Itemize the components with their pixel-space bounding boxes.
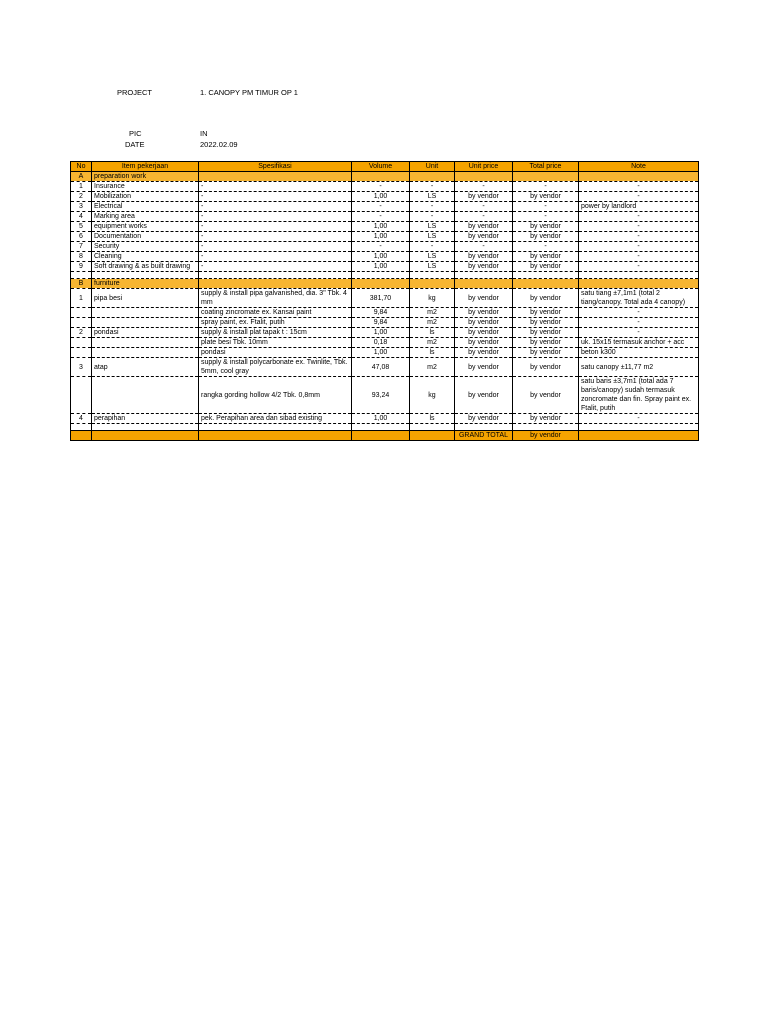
cell-volume: 1,00: [352, 348, 410, 358]
cell-unit: -: [410, 202, 455, 212]
cell-no: 3: [71, 202, 92, 212]
cell-note: -: [579, 192, 699, 202]
cell-volume: 1,00: [352, 252, 410, 262]
cell-total-price: by vendor: [513, 222, 579, 232]
cell-unit-price: -: [455, 202, 513, 212]
table-row: [71, 308, 699, 318]
cell-total-price: -: [513, 242, 579, 252]
cell-no: 4: [71, 212, 92, 222]
col-header-item: Item pekerjaan: [92, 162, 199, 172]
cell-note: -: [579, 242, 699, 252]
cell-spec: rangka gording hollow 4/2 Tbk. 0,8mm: [199, 377, 352, 414]
boq-table: [70, 161, 699, 441]
cell-note: -: [579, 328, 699, 338]
cell-note: uk. 15x15 termasuk anchor + acc: [579, 338, 699, 348]
cell-total-price: by vendor: [513, 252, 579, 262]
cell-unit: ls: [410, 348, 455, 358]
cell-item: pondasi: [92, 328, 199, 338]
cell-unit-price: by vendor: [455, 262, 513, 272]
cell-total-price: by vendor: [513, 328, 579, 338]
cell-no: 3: [71, 358, 92, 377]
cell-volume: 9,84: [352, 318, 410, 328]
col-header-no: No: [71, 162, 92, 172]
section-b-row: [71, 279, 699, 289]
cell-note: -: [579, 232, 699, 242]
cell-unit-price: -: [455, 242, 513, 252]
cell-unit-price: -: [455, 212, 513, 222]
cell-volume: 9,84: [352, 308, 410, 318]
cell-unit: m2: [410, 338, 455, 348]
cell-volume: 381,70: [352, 289, 410, 308]
cell-unit-price: by vendor: [455, 232, 513, 242]
col-header-unit: Unit: [410, 162, 455, 172]
cell-unit: LS: [410, 232, 455, 242]
cell-unit-price: -: [455, 182, 513, 192]
cell-total-price: -: [513, 212, 579, 222]
cell-volume: -: [352, 182, 410, 192]
table-row: [71, 338, 699, 348]
pic-value: IN: [200, 129, 208, 138]
cell-spec: -: [199, 242, 352, 252]
cell-total-price: by vendor: [513, 338, 579, 348]
cell-item: [92, 338, 199, 348]
cell-no: 2: [71, 328, 92, 338]
cell-unit: kg: [410, 377, 455, 414]
project-value: 1. CANOPY PM TIMUR OP 1: [200, 88, 298, 97]
cell-unit-price: by vendor: [455, 308, 513, 318]
table-row: [71, 377, 699, 414]
cell-note: -: [579, 308, 699, 318]
cell-total-price: by vendor: [513, 358, 579, 377]
section-title: preparation work: [92, 172, 199, 182]
cell-spec: -: [199, 202, 352, 212]
cell-volume: 1,00: [352, 414, 410, 424]
cell-unit: -: [410, 212, 455, 222]
cell-spec: supply & install polycarbonate ex. Twinlite, Tbk. 5mm, cool gray: [199, 358, 352, 377]
cell-item: Cleaning: [92, 252, 199, 262]
cell-note: -: [579, 222, 699, 232]
cell-total-price: -: [513, 182, 579, 192]
cell-note: -: [579, 182, 699, 192]
cell-unit-price: by vendor: [455, 414, 513, 424]
cell-volume: 1,00: [352, 222, 410, 232]
cell-unit: LS: [410, 252, 455, 262]
cell-note: beton k300: [579, 348, 699, 358]
section-code: A: [71, 172, 92, 182]
cell-item: pipa besi: [92, 289, 199, 308]
cell-unit: LS: [410, 262, 455, 272]
project-label: PROJECT: [117, 88, 153, 97]
cell-no: [71, 318, 92, 328]
grand-total-value: by vendor: [513, 431, 579, 441]
table-row: [71, 232, 699, 242]
col-header-note: Note: [579, 162, 699, 172]
table-row: [71, 252, 699, 262]
cell-unit: ls: [410, 414, 455, 424]
date-label: DATE: [125, 140, 145, 149]
cell-no: 1: [71, 182, 92, 192]
cell-unit-price: by vendor: [455, 252, 513, 262]
cell-spec: spray paint, ex. Ftalit, putih: [199, 318, 352, 328]
cell-note: -: [579, 414, 699, 424]
cell-total-price: by vendor: [513, 308, 579, 318]
cell-spec: -: [199, 262, 352, 272]
cell-item: Insurance: [92, 182, 199, 192]
cell-volume: 1,00: [352, 192, 410, 202]
cell-note: power by landlord: [579, 202, 699, 212]
cell-item: Mobilization: [92, 192, 199, 202]
cell-total-price: -: [513, 202, 579, 212]
cell-total-price: by vendor: [513, 262, 579, 272]
section-title: furniture: [92, 279, 199, 289]
cell-no: 6: [71, 232, 92, 242]
cell-spec: -: [199, 192, 352, 202]
grand-total-label: GRAND TOTAL: [455, 431, 513, 441]
cell-note: satu tiang ±7,1m1 (total 2 tiang/canopy. Total ada 4 canopy): [579, 289, 699, 308]
cell-unit: m2: [410, 308, 455, 318]
cell-item: Electrical: [92, 202, 199, 212]
cell-unit-price: by vendor: [455, 222, 513, 232]
cell-spec: pek. Perapihan area dan sibad existing: [199, 414, 352, 424]
cell-no: 1: [71, 289, 92, 308]
cell-unit-price: by vendor: [455, 348, 513, 358]
cell-unit: LS: [410, 192, 455, 202]
cell-spec: supply & install pipa galvanished, dia. 3" Tbk. 4 mm: [199, 289, 352, 308]
table-header-row: [71, 162, 699, 172]
table-row: [71, 242, 699, 252]
cell-spec: coating zincromate ex. Kansai paint: [199, 308, 352, 318]
table-row: [71, 348, 699, 358]
cell-unit: m2: [410, 358, 455, 377]
col-header-total-price: Total price: [513, 162, 579, 172]
cell-unit: -: [410, 242, 455, 252]
table-row: [71, 289, 699, 308]
cell-item: [92, 308, 199, 318]
cell-unit: LS: [410, 222, 455, 232]
cell-no: 7: [71, 242, 92, 252]
table-row: [71, 262, 699, 272]
cell-spec: pondasi: [199, 348, 352, 358]
section-code: B: [71, 279, 92, 289]
cell-item: [92, 348, 199, 358]
cell-no: [71, 377, 92, 414]
cell-note: satu canopy ±11,77 m2: [579, 358, 699, 377]
col-header-spec: Spesifikasi: [199, 162, 352, 172]
grand-total-row: [71, 431, 699, 441]
pic-label: PIC: [129, 129, 142, 138]
cell-unit-price: by vendor: [455, 377, 513, 414]
cell-item: [92, 377, 199, 414]
spacer-row: [71, 424, 699, 431]
date-value: 2022.02.09: [200, 140, 238, 149]
cell-unit-price: by vendor: [455, 289, 513, 308]
cell-unit-price: by vendor: [455, 358, 513, 377]
cell-no: 8: [71, 252, 92, 262]
table-row: [71, 212, 699, 222]
cell-no: 5: [71, 222, 92, 232]
cell-item: Soft drawing & as built drawing: [92, 262, 199, 272]
cell-volume: 0,18: [352, 338, 410, 348]
cell-volume: 47,08: [352, 358, 410, 377]
cell-volume: -: [352, 242, 410, 252]
table-row: [71, 328, 699, 338]
cell-unit: -: [410, 182, 455, 192]
cell-spec: -: [199, 222, 352, 232]
cell-note: -: [579, 262, 699, 272]
cell-total-price: by vendor: [513, 348, 579, 358]
cell-unit-price: by vendor: [455, 328, 513, 338]
cell-unit-price: by vendor: [455, 318, 513, 328]
cell-note: -: [579, 318, 699, 328]
cell-unit: m2: [410, 318, 455, 328]
cell-item: [92, 318, 199, 328]
table-row: [71, 318, 699, 328]
spacer-row: [71, 272, 699, 279]
cell-item: perapihan: [92, 414, 199, 424]
table-row: [71, 202, 699, 212]
cell-note: satu baris ±3,7m1 (total ada 7 baris/canopy) sudah termasuk zoncromate dan fin. Spray paint ex. Ftalit, putih: [579, 377, 699, 414]
table-row: [71, 358, 699, 377]
cell-no: [71, 308, 92, 318]
cell-spec: -: [199, 252, 352, 262]
cell-no: 2: [71, 192, 92, 202]
col-header-unit-price: Unit price: [455, 162, 513, 172]
cell-volume: -: [352, 212, 410, 222]
section-a-row: [71, 172, 699, 182]
cell-spec: supply & install plat tapak t : 15cm: [199, 328, 352, 338]
cell-volume: 1,00: [352, 328, 410, 338]
cell-unit-price: by vendor: [455, 338, 513, 348]
cell-total-price: by vendor: [513, 192, 579, 202]
cell-unit: kg: [410, 289, 455, 308]
cell-total-price: by vendor: [513, 377, 579, 414]
cell-spec: -: [199, 232, 352, 242]
cell-no: [71, 338, 92, 348]
cell-no: 4: [71, 414, 92, 424]
cell-item: Security: [92, 242, 199, 252]
cell-total-price: by vendor: [513, 232, 579, 242]
col-header-volume: Volume: [352, 162, 410, 172]
cell-volume: 1,00: [352, 262, 410, 272]
cell-item: atap: [92, 358, 199, 377]
table-row: [71, 222, 699, 232]
cell-no: [71, 348, 92, 358]
cell-spec: plate besi Tbk. 10mm: [199, 338, 352, 348]
cell-volume: 1,00: [352, 232, 410, 242]
cell-spec: -: [199, 182, 352, 192]
cell-volume: 93,24: [352, 377, 410, 414]
cell-item: Marking area: [92, 212, 199, 222]
cell-unit-price: by vendor: [455, 192, 513, 202]
cell-note: -: [579, 212, 699, 222]
cell-volume: -: [352, 202, 410, 212]
cell-total-price: by vendor: [513, 414, 579, 424]
cell-no: 9: [71, 262, 92, 272]
table-row: [71, 192, 699, 202]
cell-spec: -: [199, 212, 352, 222]
cell-unit: ls: [410, 328, 455, 338]
table-row: [71, 414, 699, 424]
cell-note: -: [579, 252, 699, 262]
cell-item: equipment works: [92, 222, 199, 232]
cell-total-price: by vendor: [513, 289, 579, 308]
table-row: [71, 182, 699, 192]
cell-item: Documentation: [92, 232, 199, 242]
cell-total-price: by vendor: [513, 318, 579, 328]
